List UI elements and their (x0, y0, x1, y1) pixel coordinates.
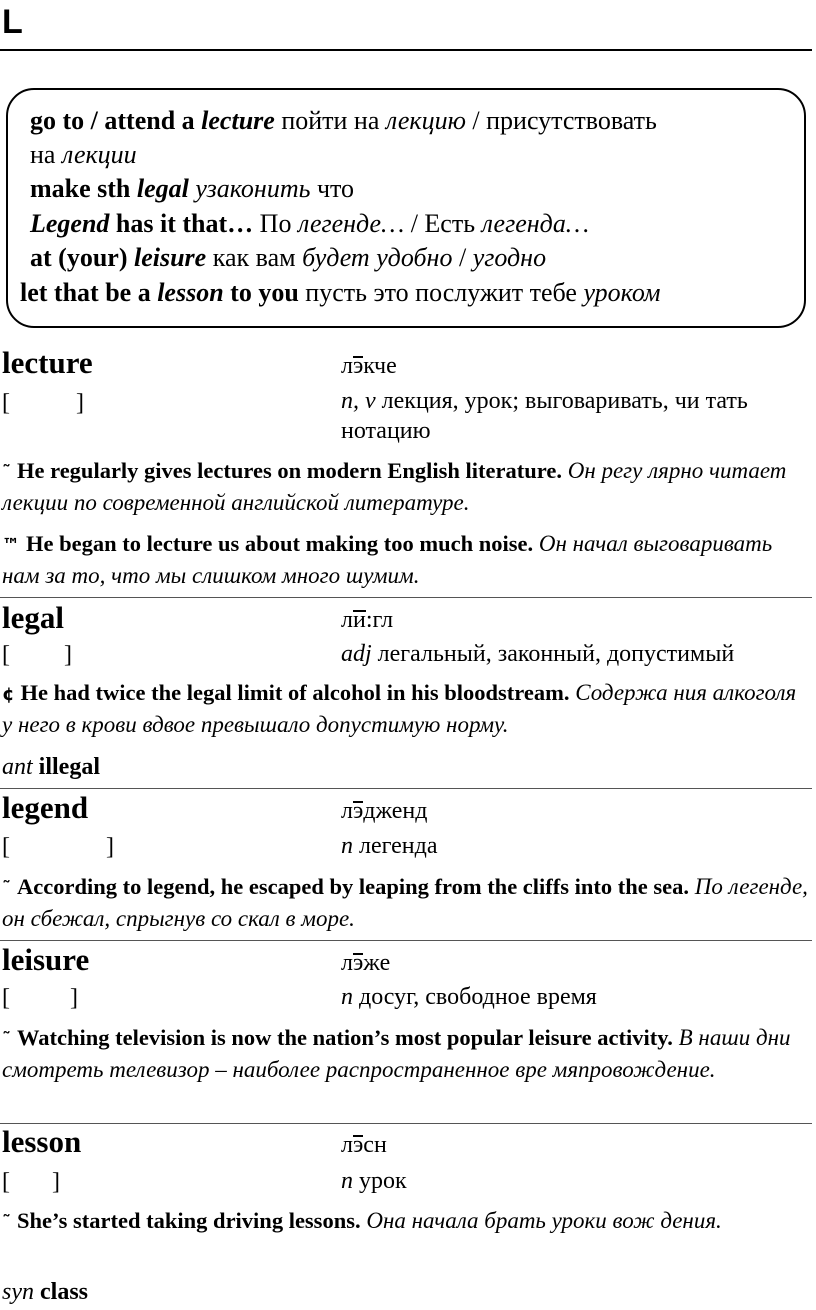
entry-divider (0, 1123, 812, 1124)
phrase-segment: пусть это послужит тебе (298, 278, 584, 307)
phrase-segment: угодно (472, 243, 547, 272)
phrase-segment: let that be a (20, 278, 158, 307)
phrase-segment: пойти на (274, 106, 386, 135)
pron-stressed: э (352, 1132, 364, 1158)
antonym (2, 753, 100, 781)
example (2, 456, 810, 518)
example (2, 678, 810, 740)
note-label: syn (2, 1279, 34, 1305)
example-english: According to legend, he escaped by leaping from the cliffs into the sea. (17, 874, 690, 899)
phrase-segment: уроком (583, 278, 661, 307)
phrase-line (30, 105, 657, 137)
pronunciation (341, 1131, 387, 1159)
pronunciation (341, 606, 393, 634)
headword: lecture (2, 345, 93, 380)
definition-text: легальный, законный, допустимый (371, 641, 735, 667)
example-english: He regularly gives lectures on modern English literature. (17, 458, 562, 483)
pron-start: л (341, 607, 353, 633)
phrase-segment: легенде… (297, 209, 405, 238)
note-label: ant (2, 754, 33, 780)
pronunciation (341, 352, 397, 380)
example-marker-icon: ¢ (2, 684, 15, 705)
example-russian: Он регу лярно читает лекции по современной английской литературе. (2, 458, 787, 515)
example (2, 1023, 810, 1085)
transcription: [ ] (2, 1169, 60, 1195)
phrase-segment: как вам (206, 243, 303, 272)
phrase-segment: / Есть (404, 209, 482, 238)
example-russian: По легенде, он сбежал, спрыгнув со скал в море. (2, 874, 808, 931)
pron-end: :гл (365, 607, 394, 633)
note-word: class (40, 1279, 88, 1305)
pron-start: л (341, 1132, 353, 1158)
pron-start: л (341, 950, 353, 976)
definition (341, 982, 811, 1012)
phrase-segment: has it that… (109, 209, 254, 238)
definition (341, 831, 811, 861)
definition-text: легенда (353, 833, 438, 859)
example-english: He began to lecture us about making too much noise. (26, 531, 534, 556)
definition-text: досуг, свободное время (353, 984, 597, 1010)
phrase-segment: lecture (201, 106, 275, 135)
definition-text: лекция, урок; выговаривать, чи тать нотацию (341, 388, 748, 444)
definition-text: урок (353, 1168, 407, 1194)
phrase-segment: make sth (30, 174, 137, 203)
pron-end: же (363, 950, 391, 976)
example-english: He had twice the legal limit of alcohol in his bloodstream. (20, 680, 570, 705)
headword: lesson (2, 1124, 82, 1159)
phrase-segment: lesson (157, 278, 224, 307)
phrase-segment: что (310, 174, 355, 203)
phrase-segment: legal (136, 174, 189, 203)
headword: legal (2, 600, 64, 635)
transcription: [ ] (2, 642, 72, 668)
phrase-segment: лекцию (385, 106, 466, 135)
pron-stressed: и (352, 607, 366, 633)
phrase-line (30, 139, 137, 171)
transcription: [ ] (2, 390, 84, 416)
headword: leisure (2, 942, 90, 977)
definition (341, 386, 811, 446)
phrase-segment: будет удобно (302, 243, 453, 272)
example-marker-icon: ˜ (2, 878, 11, 899)
part-of-speech: n, v (341, 388, 376, 414)
pron-stressed: э (352, 950, 364, 976)
section-letter: L (2, 3, 23, 41)
example-russian: Содержа ния алкоголя у него в крови вдвое превышало допустимую норму. (2, 680, 797, 737)
phrase-segment: лекции (61, 140, 137, 169)
phrase-segment: узаконить (195, 174, 311, 203)
pronunciation (341, 949, 390, 977)
entry-divider (0, 597, 812, 598)
pron-end: дженд (363, 798, 428, 824)
phrase-segment: на (30, 140, 62, 169)
phrase-segment: leisure (133, 243, 207, 272)
example-russian: Она начала брать уроки вож дения. (366, 1208, 722, 1233)
example-marker-icon: ˜ (2, 1212, 11, 1233)
phrase-segment: / присутствовать (465, 106, 657, 135)
headword: legend (2, 790, 89, 825)
definition (341, 1166, 811, 1196)
phrase-segment: at (your) (30, 243, 134, 272)
example-marker-icon: ˜ (2, 1029, 11, 1050)
pron-start: л (341, 798, 353, 824)
pron-start: л (341, 353, 353, 379)
part-of-speech: n (341, 1168, 353, 1194)
entry-divider (0, 788, 812, 789)
note-word: illegal (38, 754, 100, 780)
example-russian: Он начал выговаривать нам за то, что мы слишком много шумим. (2, 531, 773, 588)
entry-divider (0, 940, 812, 941)
phrase-segment: go to / attend a (30, 106, 202, 135)
phrase-line (20, 277, 660, 309)
header-divider (0, 49, 812, 51)
phrase-line (30, 208, 589, 240)
pron-stressed: э (352, 798, 364, 824)
pron-end: сн (363, 1132, 387, 1158)
example-english: She’s started taking driving lessons. (17, 1208, 361, 1233)
example-marker-icon: ˜ (2, 462, 11, 483)
part-of-speech: adj (341, 641, 372, 667)
phrase-line (30, 242, 546, 274)
pron-stressed: э (352, 353, 364, 379)
example-marker-icon: ™ (2, 535, 20, 556)
part-of-speech: n (341, 833, 353, 859)
example (2, 1206, 810, 1238)
phrase-segment: По (253, 209, 298, 238)
pronunciation (341, 797, 427, 825)
phrase-segment: / (452, 243, 473, 272)
example-russian: В наши дни смотреть телевизор – наиболее распространенное вре мяпровождение. (2, 1025, 791, 1082)
pron-end: кче (363, 353, 397, 379)
transcription: [ ] (2, 834, 114, 860)
transcription: [ ] (2, 985, 78, 1011)
part-of-speech: n (341, 984, 353, 1010)
example (2, 872, 810, 934)
phrase-segment: легенда… (481, 209, 589, 238)
phrase-segment: to you (223, 278, 299, 307)
phrase-segment: Legend (30, 209, 110, 238)
phrase-line (30, 173, 354, 205)
definition (341, 639, 811, 669)
synonym (2, 1278, 88, 1306)
example (2, 529, 810, 591)
example-english: Watching television is now the nation’s most popular leisure activity. (17, 1025, 673, 1050)
